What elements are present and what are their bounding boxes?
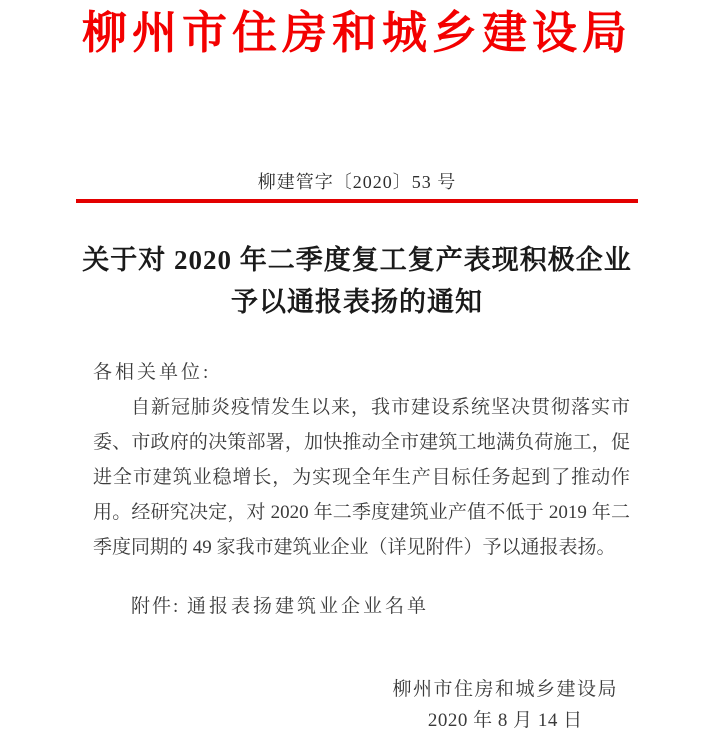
body-paragraph: 自新冠肺炎疫情发生以来，我市建设系统坚决贯彻落实市委、市政府的决策部署，加快推动全市建筑工地满负荷施工，促进全市建筑业稳增长，为实现全年生产目标任务起到了推动作用。经研究决定，对 2020 年二季度建筑业产值不低于 2019 年二季度同期的 49 家我市建筑业企业（详见附件）予以通报表扬。 [93,397,630,558]
document-body [93,355,630,624]
document-title-line1: 关于对 2020 年二季度复工复产表现积极企业 [82,245,632,275]
document-title [0,239,714,323]
attachment-line [93,589,630,624]
signature-agency: 柳州市住房和城乡建设局 [392,679,618,700]
document-title-line2: 予以通报表扬的通知 [231,287,483,317]
salutation: 各相关单位: [93,362,212,383]
document-number: 柳建管字〔2020〕53 号 [257,172,457,192]
agency-header-title: 柳州市住房和城乡建设局 [81,8,632,58]
attachment-label: 附件: [131,596,188,617]
red-divider-line [76,199,638,203]
signature-date: 2020 年 8 月 14 日 [427,710,583,731]
signature-block [392,674,618,736]
attachment-name: 通报表扬建筑业企业名单 [187,596,430,617]
